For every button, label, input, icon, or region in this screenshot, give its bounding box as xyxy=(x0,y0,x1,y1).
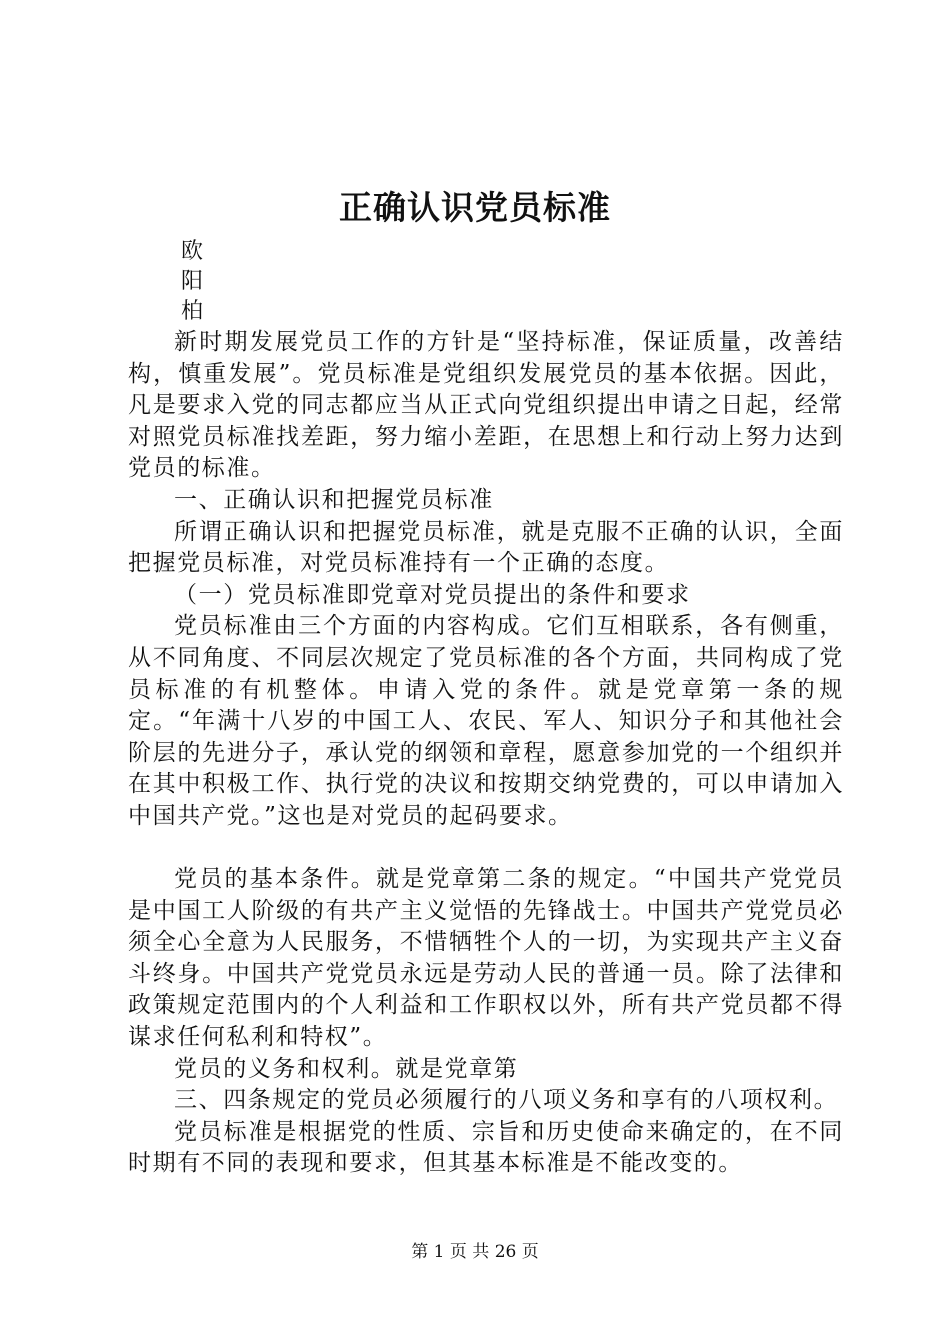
author-char: 欧 xyxy=(181,239,204,264)
author-name xyxy=(181,237,221,327)
author-char: 柏 xyxy=(181,299,204,324)
paragraph: 党员标准是根据党的性质、宗旨和历史使命来确定的，在不同时期有不同的表现和要求，但其基本标准是不能改变的。 xyxy=(128,1118,844,1177)
document-title: 正确认识党员标准 xyxy=(339,188,611,227)
paragraph: 党员标准由三个方面的内容构成。它们互相联系，各有侧重，从不同角度、不同层次规定了党员标准的各个方面，共同构成了党员标准的有机整体。申请入党的条件。就是党章第一条的规定。“年满十八岁的中国工人、农民、军人、知识分子和其他社会阶层的先进分子，承认党的纲领和章程，愿意参加党的一个组织并在其中积极工作、执行党的决议和按期交纳党费的，可以申请加入中国共产党。”这也是对党员的起码要求。 xyxy=(128,613,844,829)
paragraph: 党员的基本条件。就是党章第二条的规定。“中国共产党党员是中国工人阶级的有共产主义觉悟的先锋战士。中国共产党党员必须全心全意为人民服务，不惜牺牲个人的一切，为实现共产主义奋斗终身。中国共产党党员永远是劳动人民的普通一员。除了法律和政策规定范围内的个人利益和工作职权以外，所有共产党员都不得谋求任何私利和特权”。 xyxy=(128,866,844,1051)
paragraph: 所谓正确认识和把握党员标准，就是克服不正确的认识，全面把握党员标准，对党员标准持有一个正确的态度。 xyxy=(128,518,844,577)
paragraph: 三、四条规定的党员必须履行的八项义务和享有的八项权利。 xyxy=(174,1087,839,1114)
page-footer: 第 1 页 共 26 页 xyxy=(411,1242,539,1262)
section-heading: 一、正确认识和把握党员标准 xyxy=(174,486,494,513)
document-body xyxy=(128,327,844,1180)
paragraph: 党员的义务和权利。就是党章第 xyxy=(174,1055,519,1082)
author-char: 阳 xyxy=(181,269,204,294)
paragraph-intro: 新时期发展党员工作的方针是“坚持标准，保证质量，改善结构，慎重发展”。党员标准是党组织发展党员的基本依据。因此，凡是要求入党的同志都应当从正式向党组织提出申请之日起，经常对照党员标准找差距，努力缩小差距，在思想上和行动上努力达到党员的标准。 xyxy=(128,329,844,482)
subsection-heading: （一）党员标准即党章对党员提出的条件和要求 xyxy=(174,581,691,608)
